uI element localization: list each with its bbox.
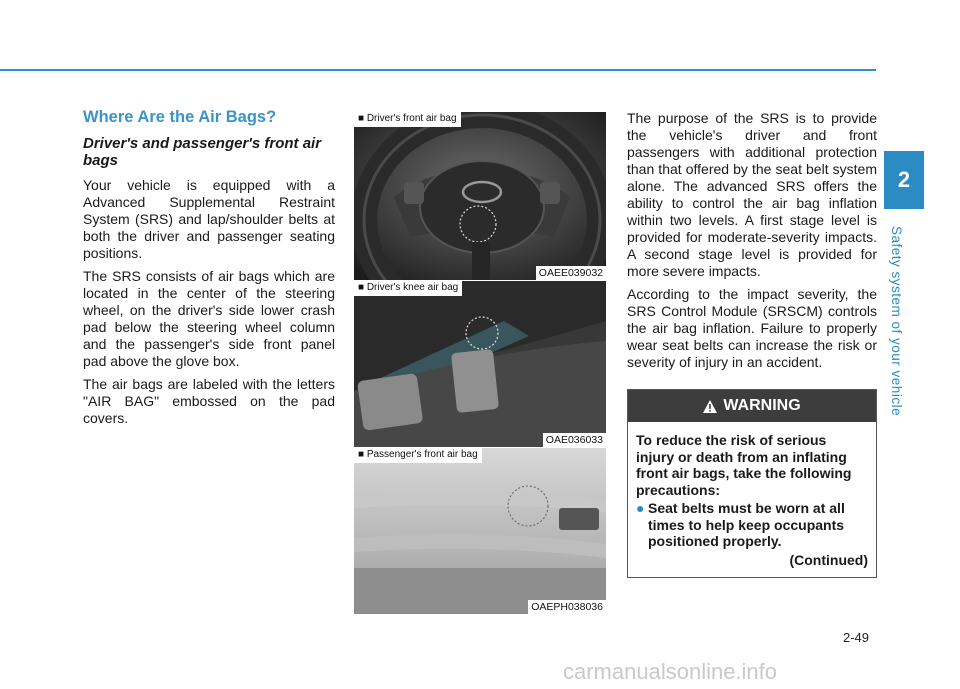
continued-label: (Continued) bbox=[789, 551, 868, 568]
warning-bullet bbox=[636, 500, 868, 550]
dashboard-illustration bbox=[354, 448, 606, 614]
figure-driver-front-airbag bbox=[354, 112, 606, 280]
figure-code: OAE036033 bbox=[543, 433, 606, 447]
figure-passenger-front-airbag bbox=[354, 448, 606, 614]
bullet-icon: ● bbox=[636, 500, 645, 516]
warning-title: WARNING bbox=[723, 397, 801, 414]
paragraph: According to the impact severity, the SRS Control Module (SRSCM) controls the air bag inflation. Failure to properly wear seat belts can increase the risk or severity of injury in an accident. bbox=[627, 286, 877, 370]
warning-bullet-text: Seat belts must be worn at all times to help keep occupants positioned properly. bbox=[648, 500, 845, 549]
figure-code: OAEPH038036 bbox=[528, 600, 606, 614]
figure-caption: ■ Driver's knee air bag bbox=[354, 281, 462, 296]
warning-intro: To reduce the risk of serious injury or death from an inflating front air bags, take the following precautions: bbox=[636, 432, 852, 498]
page-number: 2-49 bbox=[843, 630, 870, 645]
paragraph: The air bags are labeled with the letters "AIR BAG" embossed on the pad covers. bbox=[83, 376, 335, 426]
figure-caption: ■ Passenger's front air bag bbox=[354, 448, 482, 463]
top-rule bbox=[0, 69, 876, 71]
figure-caption: ■ Driver's front air bag bbox=[354, 112, 461, 127]
right-column bbox=[627, 110, 877, 377]
warning-header bbox=[628, 390, 876, 422]
left-column bbox=[83, 108, 335, 433]
warning-body bbox=[628, 422, 876, 568]
figure-code: OAEE039032 bbox=[536, 266, 606, 280]
knee-airbag-illustration bbox=[354, 281, 606, 447]
figure-driver-knee-airbag bbox=[354, 281, 606, 447]
warning-box bbox=[627, 389, 877, 578]
paragraph: Your vehicle is equipped with a Advanced Supplemental Restraint System (SRS) and lap/shoulder belts at both the driver and passenger seating positions. bbox=[83, 177, 335, 261]
section-title: Where Are the Air Bags? bbox=[83, 108, 277, 126]
chapter-number-tab[interactable]: 2 bbox=[884, 151, 924, 209]
paragraph: The purpose of the SRS is to provide the vehicle's driver and front passengers with additional protection than that offered by the seat belt system alone. The advanced SRS offers the ability to control the air bag inflation within two levels. A first stage level is provided for moderate-severity impacts. A second stage level is provided for more severe impacts. bbox=[627, 110, 877, 279]
chapter-title: Safety system of your vehicle bbox=[889, 226, 904, 417]
warning-triangle-icon bbox=[703, 400, 717, 413]
watermark[interactable]: carmanualsonline.info bbox=[563, 659, 778, 684]
subheading: Driver's and passenger's front air bags bbox=[83, 135, 322, 169]
paragraph: The SRS consists of air bags which are located in the center of the steering wheel, on the driver's side lower crash pad below the steering wheel column and the passenger's side front panel pad above the glove box. bbox=[83, 268, 335, 369]
steering-wheel-illustration bbox=[354, 112, 606, 280]
